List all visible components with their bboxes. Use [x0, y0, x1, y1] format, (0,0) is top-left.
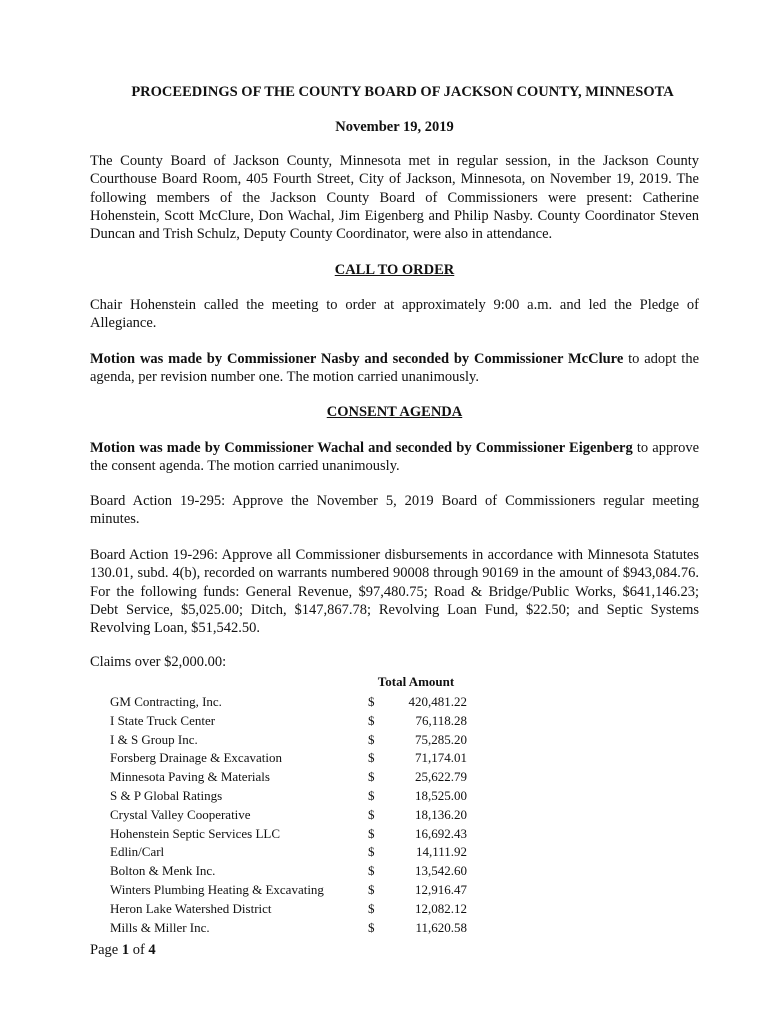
total-amount-header: Total Amount — [377, 674, 455, 689]
claimant-name: Bolton & Menk Inc. — [110, 863, 216, 879]
claim-amount: 18,525.00 — [415, 788, 467, 803]
table-row — [110, 882, 470, 900]
claim-amount: 25,622.79 — [415, 769, 467, 785]
currency-symbol: $ — [368, 788, 375, 803]
claim-amount: 420,481.22 — [408, 694, 467, 709]
table-row — [110, 844, 470, 862]
claimant-name: Heron Lake Watershed District — [110, 900, 272, 916]
board-action-295: Board Action 19-295: Approve the November 5, 2019 Board of Commissioners regular meeting minutes. — [90, 493, 699, 528]
consent-motion-bold: Motion was made by Commissioner Wachal and seconded by Commissioner Eigenberg — [90, 440, 633, 456]
currency-symbol: $ — [368, 863, 375, 879]
table-row — [110, 769, 470, 787]
agenda-motion-rest: to adopt the agenda, per revision number one. The motion carried unanimously. — [90, 351, 699, 386]
page-number: 1 — [121, 942, 130, 958]
claimant-name: Mills & Miller Inc. — [110, 919, 210, 935]
claim-amount: 16,692.43 — [415, 825, 467, 841]
agenda-motion-bold: Motion was made by Commissioner Nasby and seconded by Commissioner McClure — [90, 351, 624, 367]
currency-symbol: $ — [368, 825, 375, 841]
claimant-name: Edlin/Carl — [110, 844, 165, 860]
claimant-name: Minnesota Paving & Materials — [110, 769, 270, 785]
document-title: PROCEEDINGS OF THE COUNTY BOARD OF JACKSON COUNTY, MINNESOTA — [131, 84, 674, 100]
claimant-name: I & S Group Inc. — [110, 731, 198, 747]
claim-amount: 12,082.12 — [415, 900, 467, 916]
table-row — [110, 750, 470, 768]
table-row — [110, 826, 470, 844]
claimant-name: Forsberg Drainage & Excavation — [110, 750, 282, 766]
currency-symbol: $ — [368, 806, 375, 822]
table-row — [110, 788, 470, 806]
consent-agenda-heading: CONSENT AGENDA — [326, 404, 463, 420]
claimant-name: Crystal Valley Cooperative — [110, 806, 251, 822]
claim-amount: 11,620.58 — [415, 919, 467, 935]
meeting-date: November 19, 2019 — [335, 119, 454, 135]
currency-symbol: $ — [368, 844, 375, 860]
claimant-name: I State Truck Center — [110, 712, 216, 728]
currency-symbol: $ — [368, 769, 375, 785]
table-row — [110, 713, 470, 731]
claims-label: Claims over $2,000.00: — [90, 654, 227, 670]
currency-symbol: $ — [368, 694, 375, 709]
currency-symbol: $ — [368, 712, 375, 728]
table-row — [110, 694, 470, 712]
claimant-name: Hohenstein Septic Services LLC — [110, 825, 281, 841]
table-row — [110, 807, 470, 825]
claim-amount: 18,136.20 — [415, 806, 467, 822]
agenda-motion — [90, 350, 699, 387]
board-action-296: Board Action 19-296: Approve all Commissioner disbursements in accordance with Minnesota Statutes 130.01, subd. 4(b), recorded on warrants numbered 90008 through 90169 in the amount of $943,084.76. For the following funds: General Revenue, $97,480.75; Road & Bridge/Public Works, $641,146.23; Debt Service, $5,025.00; Ditch, $147,867.78; Revolving Loan Fund, $22.50; and Septic Systems Revolving Loan, $51,542.50. — [90, 547, 699, 637]
page-of: of — [129, 942, 149, 958]
claim-amount: 76,118.28 — [415, 712, 467, 728]
claim-amount: 14,111.92 — [415, 844, 467, 860]
table-row — [110, 920, 470, 938]
claimant-name: Winters Plumbing Heating & Excavating — [110, 882, 324, 897]
claim-amount: 12,916.47 — [415, 882, 467, 897]
currency-symbol: $ — [368, 882, 375, 897]
call-to-order-heading: CALL TO ORDER — [334, 262, 455, 278]
call-to-order-text: Chair Hohenstein called the meeting to order at approximately 9:00 a.m. and led the Pledge of Allegiance. — [90, 297, 699, 332]
page-total: 4 — [148, 942, 156, 958]
claimant-name: GM Contracting, Inc. — [110, 694, 222, 709]
intro-paragraph: The County Board of Jackson County, Minnesota met in regular session, in the Jackson County Courthouse Board Room, 405 Fourth Street, City of Jackson, Minnesota, on November 19, 2019. The following members of the Jackson County Board of Commissioners were present: Catherine Hohenstein, Scott McClure, Don Wachal, Jim Eigenberg and Philip Nasby. County Coordinator Steven Duncan and Trish Schulz, Deputy County Coordinator, were also in attendance. — [90, 153, 699, 243]
table-row — [110, 732, 470, 750]
currency-symbol: $ — [368, 919, 375, 935]
table-row — [110, 863, 470, 881]
claim-amount: 75,285.20 — [415, 731, 467, 747]
currency-symbol: $ — [368, 900, 375, 916]
claimant-name: S & P Global Ratings — [110, 788, 223, 803]
claim-amount: 13,542.60 — [415, 863, 467, 879]
currency-symbol: $ — [368, 750, 375, 766]
page-prefix: Page — [90, 942, 122, 958]
consent-motion — [90, 439, 699, 476]
consent-motion-rest: to approve the consent agenda. The motion carried unanimously. — [90, 440, 700, 475]
table-row — [110, 901, 470, 919]
claim-amount: 71,174.01 — [415, 750, 467, 766]
page-footer — [90, 942, 156, 959]
currency-symbol: $ — [368, 731, 375, 747]
